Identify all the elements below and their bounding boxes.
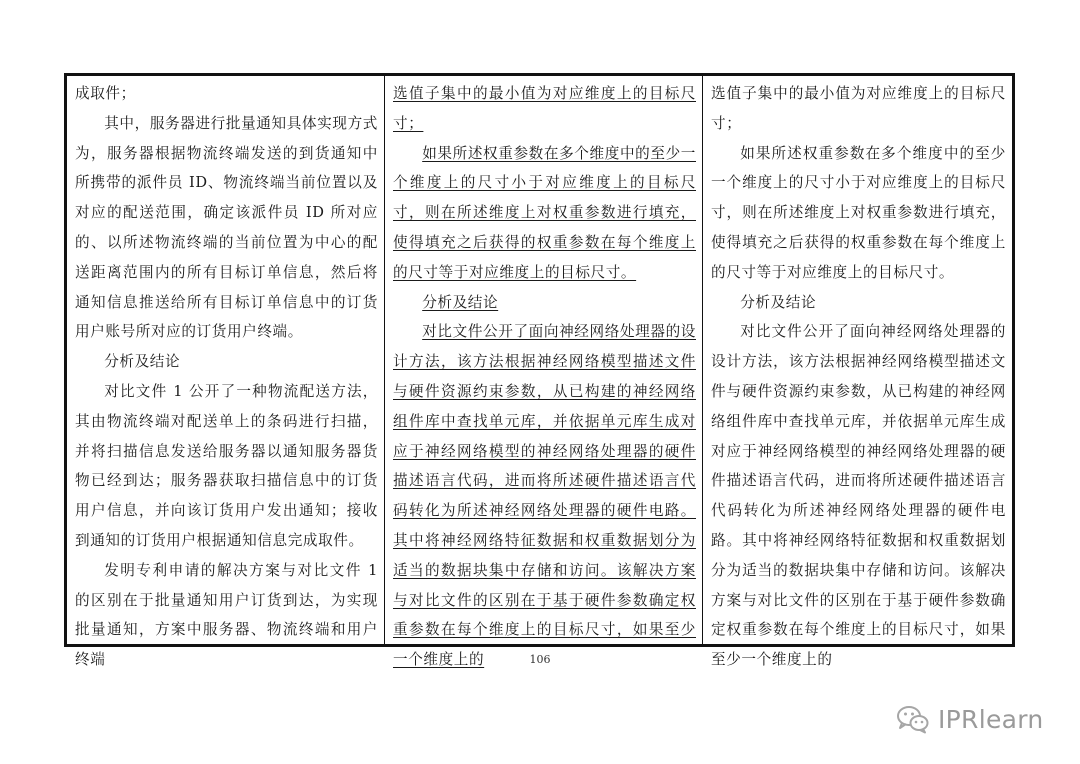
paragraph: 对比文件公开了面向神经网络处理器的设计方法，该方法根据神经网络模型描述文件与硬件资源约束参数，从已构建的神经网络组件库中查找单元库，并依据单元库生成对应于神经网络模型的神经网络处理器的硬件描述语言代码，进而将所述硬件描述语言代码转化为所述神经网络处理器的硬件电路。其中将神经网络特征数据和权重数据划分为适当的数据块集中存储和访问。该解决方案与对比文件的区别在于基于硬件参数确定权重参数在每个维度上的目标尺寸，如果至少一个维度上的	[711, 323, 1006, 669]
underlined-text: 如果所述权重参数在多个维度中的至少一个维度上的尺寸小于对应维度上的目标尺寸，则在所述维度上对权重参数进行填充，使得填充之后获得的权重参数在每个维度上的尺寸等于对应维度上的目标尺寸。	[393, 144, 696, 281]
section-heading	[385, 288, 702, 318]
paragraph	[385, 317, 702, 675]
paragraph	[385, 139, 702, 288]
wechat-icon	[896, 704, 930, 734]
underlined-text: 分析及结论	[422, 293, 499, 311]
paragraph: 如果所述权重参数在多个维度中的至少一个维度上的尺寸小于对应维度上的目标尺寸，则在所述维度上对权重参数进行填充，使得填充之后获得的权重参数在每个维度上的尺寸等于对应维度上的目标尺寸。	[711, 144, 1006, 281]
paragraph: 选值子集中的最小值为对应维度上的目标尺寸；	[711, 85, 1006, 132]
table-column-3	[702, 76, 1012, 669]
underlined-text: 选值子集中的最小值为对应维度上的目标尺寸；	[393, 85, 696, 132]
paragraph: 成取件；	[75, 85, 136, 102]
watermark-text: IPRlearn	[938, 704, 1044, 734]
paragraph: 其中，服务器进行批量通知具体实现方式为，服务器根据物流终端发送的到货通知中所携带的派件员 ID、物流终端当前位置以及对应的配送范围，确定该派件员 ID 所对应的、以所述物流终端的当前位置为中心的配送距离范围内的所有目标订单信息，然后将通知信息推送给所有目标订单信息中的订货用户账号所对应的订货用户终端。	[75, 114, 378, 341]
paragraph: 对比文件 1 公开了一种物流配送方法，其由物流终端对配送单上的条码进行扫描，并将扫描信息发送给服务器以通知服务器货物已经到达；服务器获取扫描信息中的订货用户信息，并向该订货用户发出通知；接收到通知的订货用户根据通知信息完成取件。	[75, 382, 378, 549]
paragraph	[385, 79, 702, 139]
section-heading: 分析及结论	[104, 353, 181, 371]
watermark	[896, 703, 1044, 735]
table-column-1	[67, 76, 384, 669]
page-number: 106	[529, 653, 551, 666]
section-heading: 分析及结论	[740, 293, 817, 311]
underlined-text: 对比文件公开了面向神经网络处理器的设计方法，该方法根据神经网络模型描述文件与硬件资源约束参数，从已构建的神经网络组件库中查找单元库，并依据单元库生成对应于神经网络模型的神经网络处理器的硬件描述语言代码，进而将所述硬件描述语言代码转化为所述神经网络处理器的硬件电路。其中将神经网络特征数据和权重数据划分为适当的数据块集中存储和访问。该解决方案与对比文件的区别在于基于硬件参数确定权重参数在每个维度上的目标尺寸，如果至少一个维度上的	[393, 323, 696, 669]
paragraph: 发明专利申请的解决方案与对比文件 1 的区别在于批量通知用户订货到达，为实现批量通知，方案中服务器、物流终端和用户终端	[75, 561, 378, 669]
